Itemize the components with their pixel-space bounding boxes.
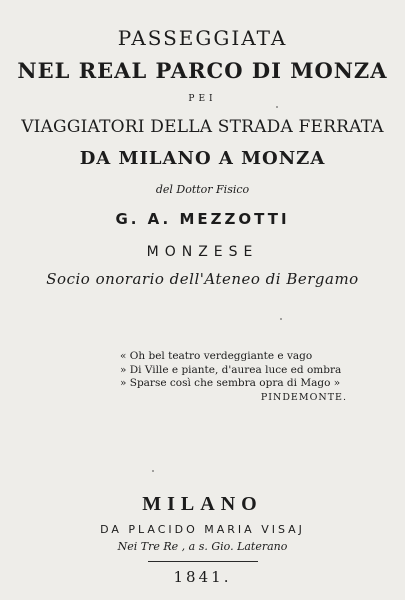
title-line-milano-monza: DA MILANO A MONZA — [79, 148, 326, 169]
epigraph-line: « Oh bel teatro verdeggiante e vago — [120, 350, 313, 362]
paper-speck — [276, 106, 278, 108]
imprint-address: Nei Tre Re , a s. Gio. Laterano — [117, 540, 288, 553]
imprint-year: 1841. — [173, 568, 232, 586]
author-prefix: del Dottor Fisico — [155, 183, 250, 196]
imprint-city: MILANO — [142, 493, 263, 515]
paper-speck — [280, 318, 282, 320]
title-line-passeggiata: PASSEGGIATA — [117, 26, 288, 50]
epigraph-line: » Sparse così che sembra opra di Mago » — [120, 377, 341, 389]
imprint-divider — [148, 561, 258, 562]
title-line-pei: PEI — [188, 94, 217, 104]
author-name: G. A. MEZZOTTI — [115, 210, 290, 228]
title-line-viaggiatori: VIAGGIATORI DELLA STRADA FERRATA — [21, 117, 384, 137]
author-origin: MONZESE — [146, 244, 259, 260]
epigraph — [120, 350, 395, 404]
author-affiliation: Socio onorario dell'Ateneo di Bergamo — [46, 270, 359, 288]
title-line-parco: NEL REAL PARCO DI MONZA — [17, 58, 388, 83]
paper-speck — [152, 470, 154, 472]
imprint-printer: DA PLACIDO MARIA VISAJ — [100, 523, 305, 536]
epigraph-attribution: PINDEMONTE. — [260, 391, 347, 403]
epigraph-line: » Di Ville e piante, d'aurea luce ed ombra — [120, 363, 342, 376]
